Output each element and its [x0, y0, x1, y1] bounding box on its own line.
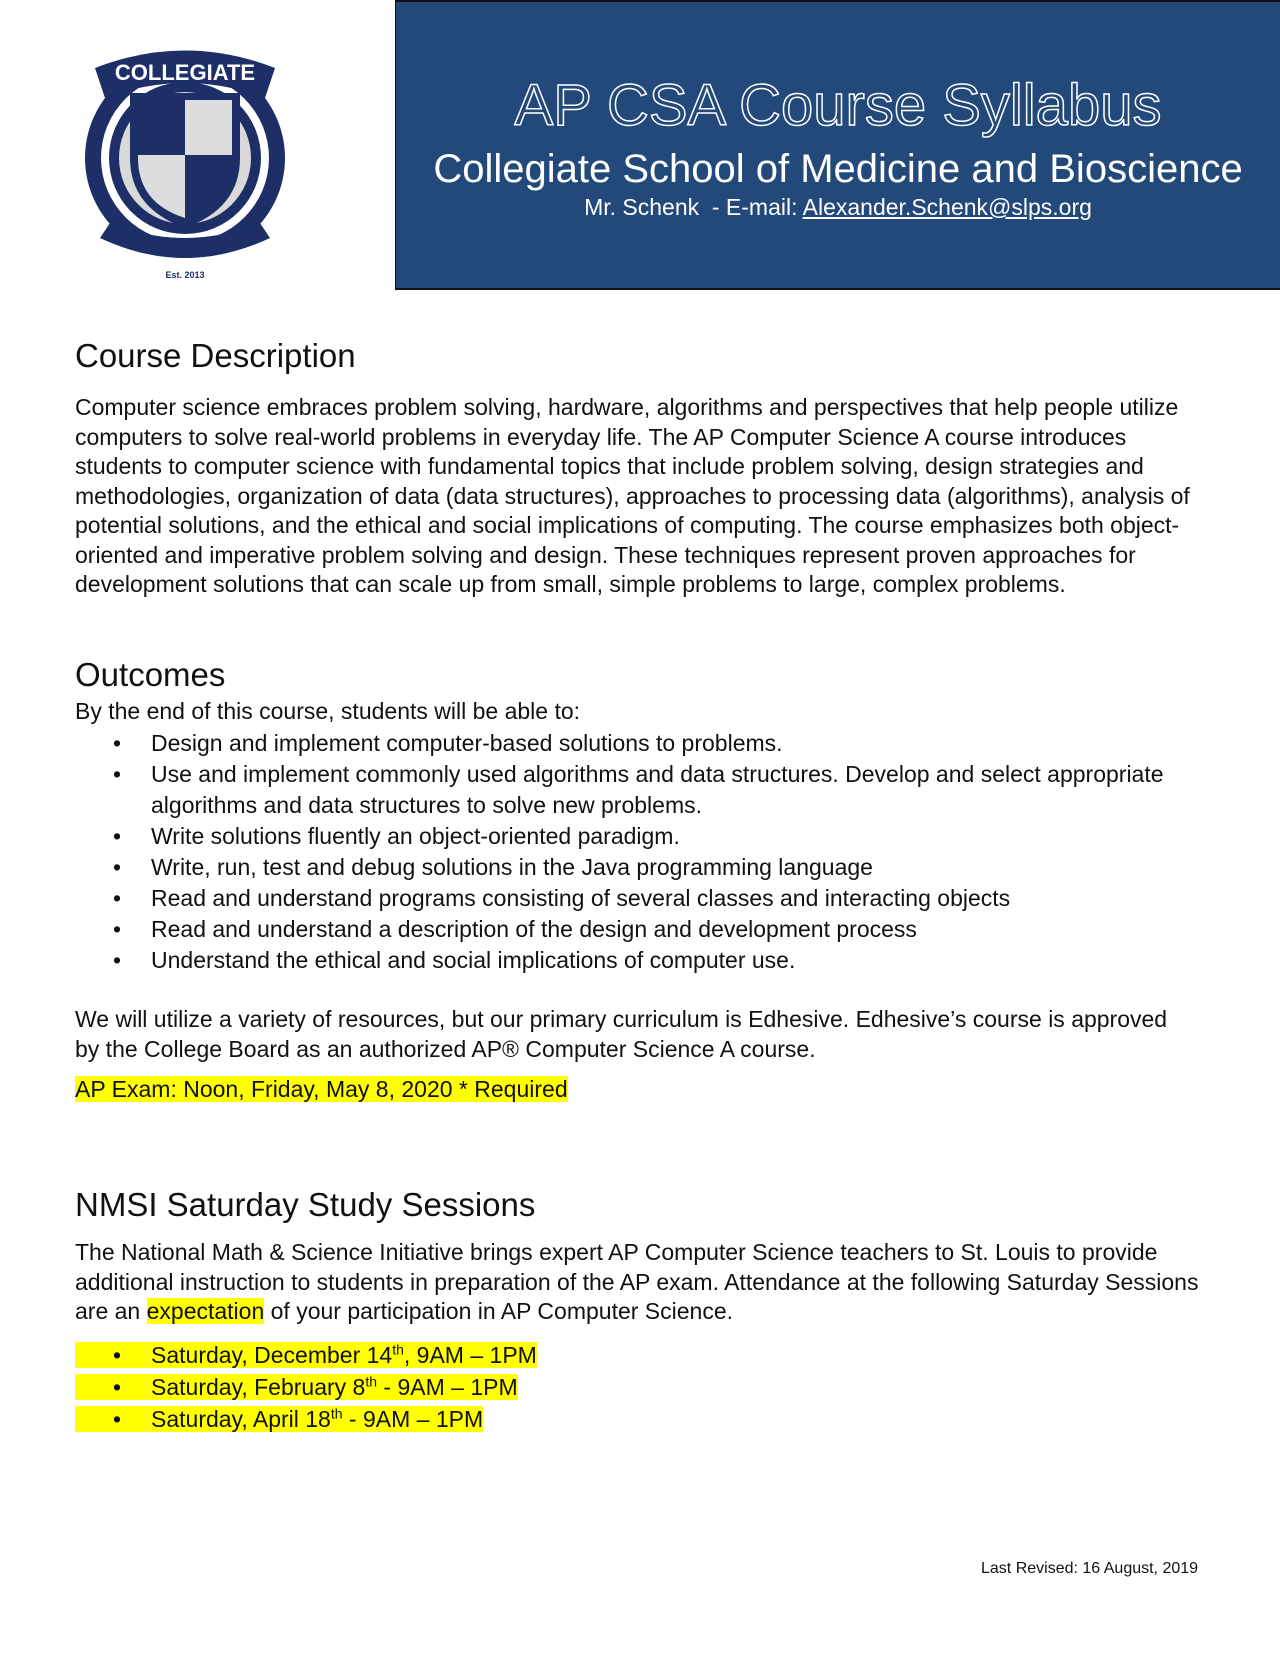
list-item [75, 1371, 537, 1403]
outcome-text: Understand the ethical and social implications of computer use. [151, 947, 796, 973]
list-item [75, 821, 1175, 852]
session-day: Saturday, February 8 [151, 1374, 366, 1400]
bullet: • [113, 1406, 122, 1432]
header-banner [395, 0, 1280, 290]
bullet: • [113, 761, 122, 787]
list-item [75, 945, 1175, 976]
outcome-text: Write solutions fluently an object-oriented paradigm. [151, 823, 680, 849]
outcome-text: Design and implement computer-based solutions to problems. [151, 730, 783, 756]
list-item [75, 759, 1175, 821]
highlighted-word: expectation [146, 1298, 265, 1324]
session-day: Saturday, December 14 [151, 1342, 393, 1368]
teacher-label: Mr. Schenk - E-mail: [584, 194, 803, 220]
last-revised: Last Revised: 16 August, 2019 [981, 1560, 1199, 1577]
bullet: • [113, 885, 122, 911]
nmsi-text-start: The National Math & Science Initiative brings expert AP Computer Science teachers to St. Louis to provide additional instruction to students in preparation of the AP exam. Attendance at the following Saturday Sessions are an [75, 1239, 1199, 1324]
svg-text:Est. 2013: Est. 2013 [165, 270, 205, 280]
contact-line [396, 194, 1280, 221]
bullet: • [113, 854, 122, 880]
session-time: - 9AM – 1PM [342, 1406, 484, 1432]
outcome-text: Use and implement commonly used algorithms and data structures. Develop and select appropriate algorithms and data structures to solve new problems. [151, 761, 1164, 818]
outcomes-intro: By the end of this course, students will be able to: [75, 698, 581, 724]
school-logo [70, 38, 300, 283]
bullet: • [113, 947, 122, 973]
list-item [75, 914, 1175, 945]
resources-text: We will utilize a variety of resources, but our primary curriculum is Edhesive. Edhesive’s course is approved by the College Board as an authorized AP® Computer Science A course. [75, 1006, 1168, 1062]
outcome-text: Read and understand programs consisting of several classes and interacting objects [151, 885, 1011, 911]
sessions-list [75, 1339, 537, 1435]
ordinal: th [392, 1341, 404, 1358]
ordinal: th [365, 1373, 378, 1390]
email-link[interactable]: Alexander.Schenk@slps.org [802, 194, 1092, 220]
outcomes-list [75, 728, 1175, 976]
list-item [75, 1339, 537, 1371]
nmsi-text [75, 1238, 1205, 1327]
school-name: Collegiate School of Medicine and Bioscience [433, 147, 1243, 191]
bullet: • [113, 730, 122, 756]
session-time: , 9AM – 1PM [403, 1342, 537, 1368]
bullet: • [113, 1374, 122, 1400]
bullet: • [113, 823, 122, 849]
list-item [75, 1403, 537, 1435]
ordinal: th [330, 1405, 343, 1422]
nmsi-text-end: of your participation in AP Computer Science. [264, 1298, 734, 1324]
ap-exam-date: AP Exam: Noon, Friday, May 8, 2020 * Required [75, 1076, 568, 1102]
ap-exam-notice [75, 1075, 568, 1105]
list-item [75, 728, 1175, 759]
list-item [75, 883, 1175, 914]
course-description-heading: Course Description [75, 337, 356, 374]
course-description-text: Computer science embraces problem solving, hardware, algorithms and perspectives that help people utilize computers to solve real-world problems in everyday life. The AP Computer Science A course introduces students to computer science with fundamental topics that include problem solving, design strategies and methodologies, organization of data (data structures), approaches to processing data (algorithms), analysis of potential solutions, and the ethical and social implications of computing. The course emphasizes both object-oriented and imperative problem solving and design. These techniques represent proven approaches for development solutions that can scale up from small, simple problems to large, complex problems. [75, 394, 1190, 597]
session-date [75, 1374, 518, 1400]
outcomes-heading: Outcomes [75, 656, 226, 693]
outcome-text: Write, run, test and debug solutions in the Java programming language [151, 854, 873, 880]
session-date [75, 1342, 537, 1368]
page-title: AP CSA Course Syllabus [514, 73, 1162, 138]
svg-text:COLLEGIATE: COLLEGIATE [114, 60, 256, 85]
outcome-text: Read and understand a description of the design and development process [151, 916, 917, 942]
session-time: - 9AM – 1PM [377, 1374, 518, 1400]
bullet: • [113, 916, 122, 942]
bullet: • [113, 1342, 122, 1368]
session-date [75, 1406, 483, 1432]
session-day: Saturday, April 18 [151, 1406, 331, 1432]
list-item [75, 852, 1175, 883]
nmsi-heading: NMSI Saturday Study Sessions [75, 1186, 536, 1223]
